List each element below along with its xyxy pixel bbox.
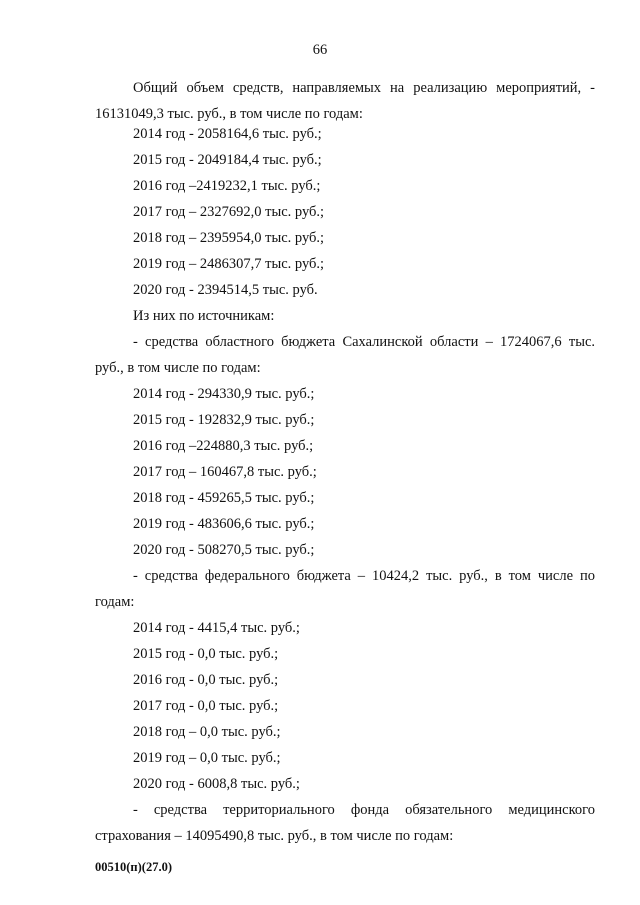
federal-budget-paragraph: - средства федерального бюджета – 10424,2 тыс. руб., в том числе по годам: — [95, 568, 595, 610]
regional-year-line: 2020 год - 508270,5 тыс. руб.; — [133, 542, 315, 558]
regional-year-line: 2014 год - 294330,9 тыс. руб.; — [133, 386, 315, 402]
federal-budget-year-list — [133, 615, 300, 797]
total-year-line: 2016 год –2419232,1 тыс. руб.; — [133, 178, 321, 194]
intro-paragraph: Общий объем средств, направляемых на реализацию мероприятий, - 16131049,3 тыс. руб., в том числе по годам: — [95, 80, 595, 122]
regional-year-line: 2015 год - 192832,9 тыс. руб.; — [133, 412, 315, 428]
page-number: 66 — [312, 42, 328, 58]
federal-year-line: 2019 год – 0,0 тыс. руб.; — [133, 750, 281, 766]
total-by-year-list — [133, 121, 324, 303]
regional-year-line: 2018 год - 459265,5 тыс. руб.; — [133, 490, 315, 506]
federal-year-line: 2016 год - 0,0 тыс. руб.; — [133, 672, 279, 688]
federal-year-line: 2020 год - 6008,8 тыс. руб.; — [133, 776, 300, 792]
federal-year-line: 2018 год – 0,0 тыс. руб.; — [133, 724, 281, 740]
federal-year-line: 2015 год - 0,0 тыс. руб.; — [133, 646, 279, 662]
total-year-line: 2019 год – 2486307,7 тыс. руб.; — [133, 256, 325, 272]
regional-year-line: 2019 год - 483606,6 тыс. руб.; — [133, 516, 315, 532]
federal-year-line: 2017 год - 0,0 тыс. руб.; — [133, 698, 279, 714]
total-year-line: 2018 год – 2395954,0 тыс. руб.; — [133, 230, 325, 246]
document-code: 00510(п)(27.0) — [95, 860, 172, 874]
total-year-line: 2017 год – 2327692,0 тыс. руб.; — [133, 204, 325, 220]
total-year-line: 2020 год - 2394514,5 тыс. руб. — [133, 282, 318, 298]
total-year-line: 2014 год - 2058164,6 тыс. руб.; — [133, 126, 322, 142]
regional-year-line: 2017 год – 160467,8 тыс. руб.; — [133, 464, 317, 480]
total-year-line: 2015 год - 2049184,4 тыс. руб.; — [133, 152, 322, 168]
sources-heading: Из них по источникам: — [133, 308, 275, 324]
federal-year-line: 2014 год - 4415,4 тыс. руб.; — [133, 620, 300, 636]
insurance-fund-paragraph: - средства территориального фонда обязательного медицинского страхования – 14095490,8 тыс. руб., в том числе по годам: — [95, 802, 595, 844]
regional-budget-paragraph: - средства областного бюджета Сахалинской области – 1724067,6 тыс. руб., в том числе по годам: — [95, 334, 595, 376]
regional-budget-year-list — [133, 381, 317, 563]
regional-year-line: 2016 год –224880,3 тыс. руб.; — [133, 438, 314, 454]
